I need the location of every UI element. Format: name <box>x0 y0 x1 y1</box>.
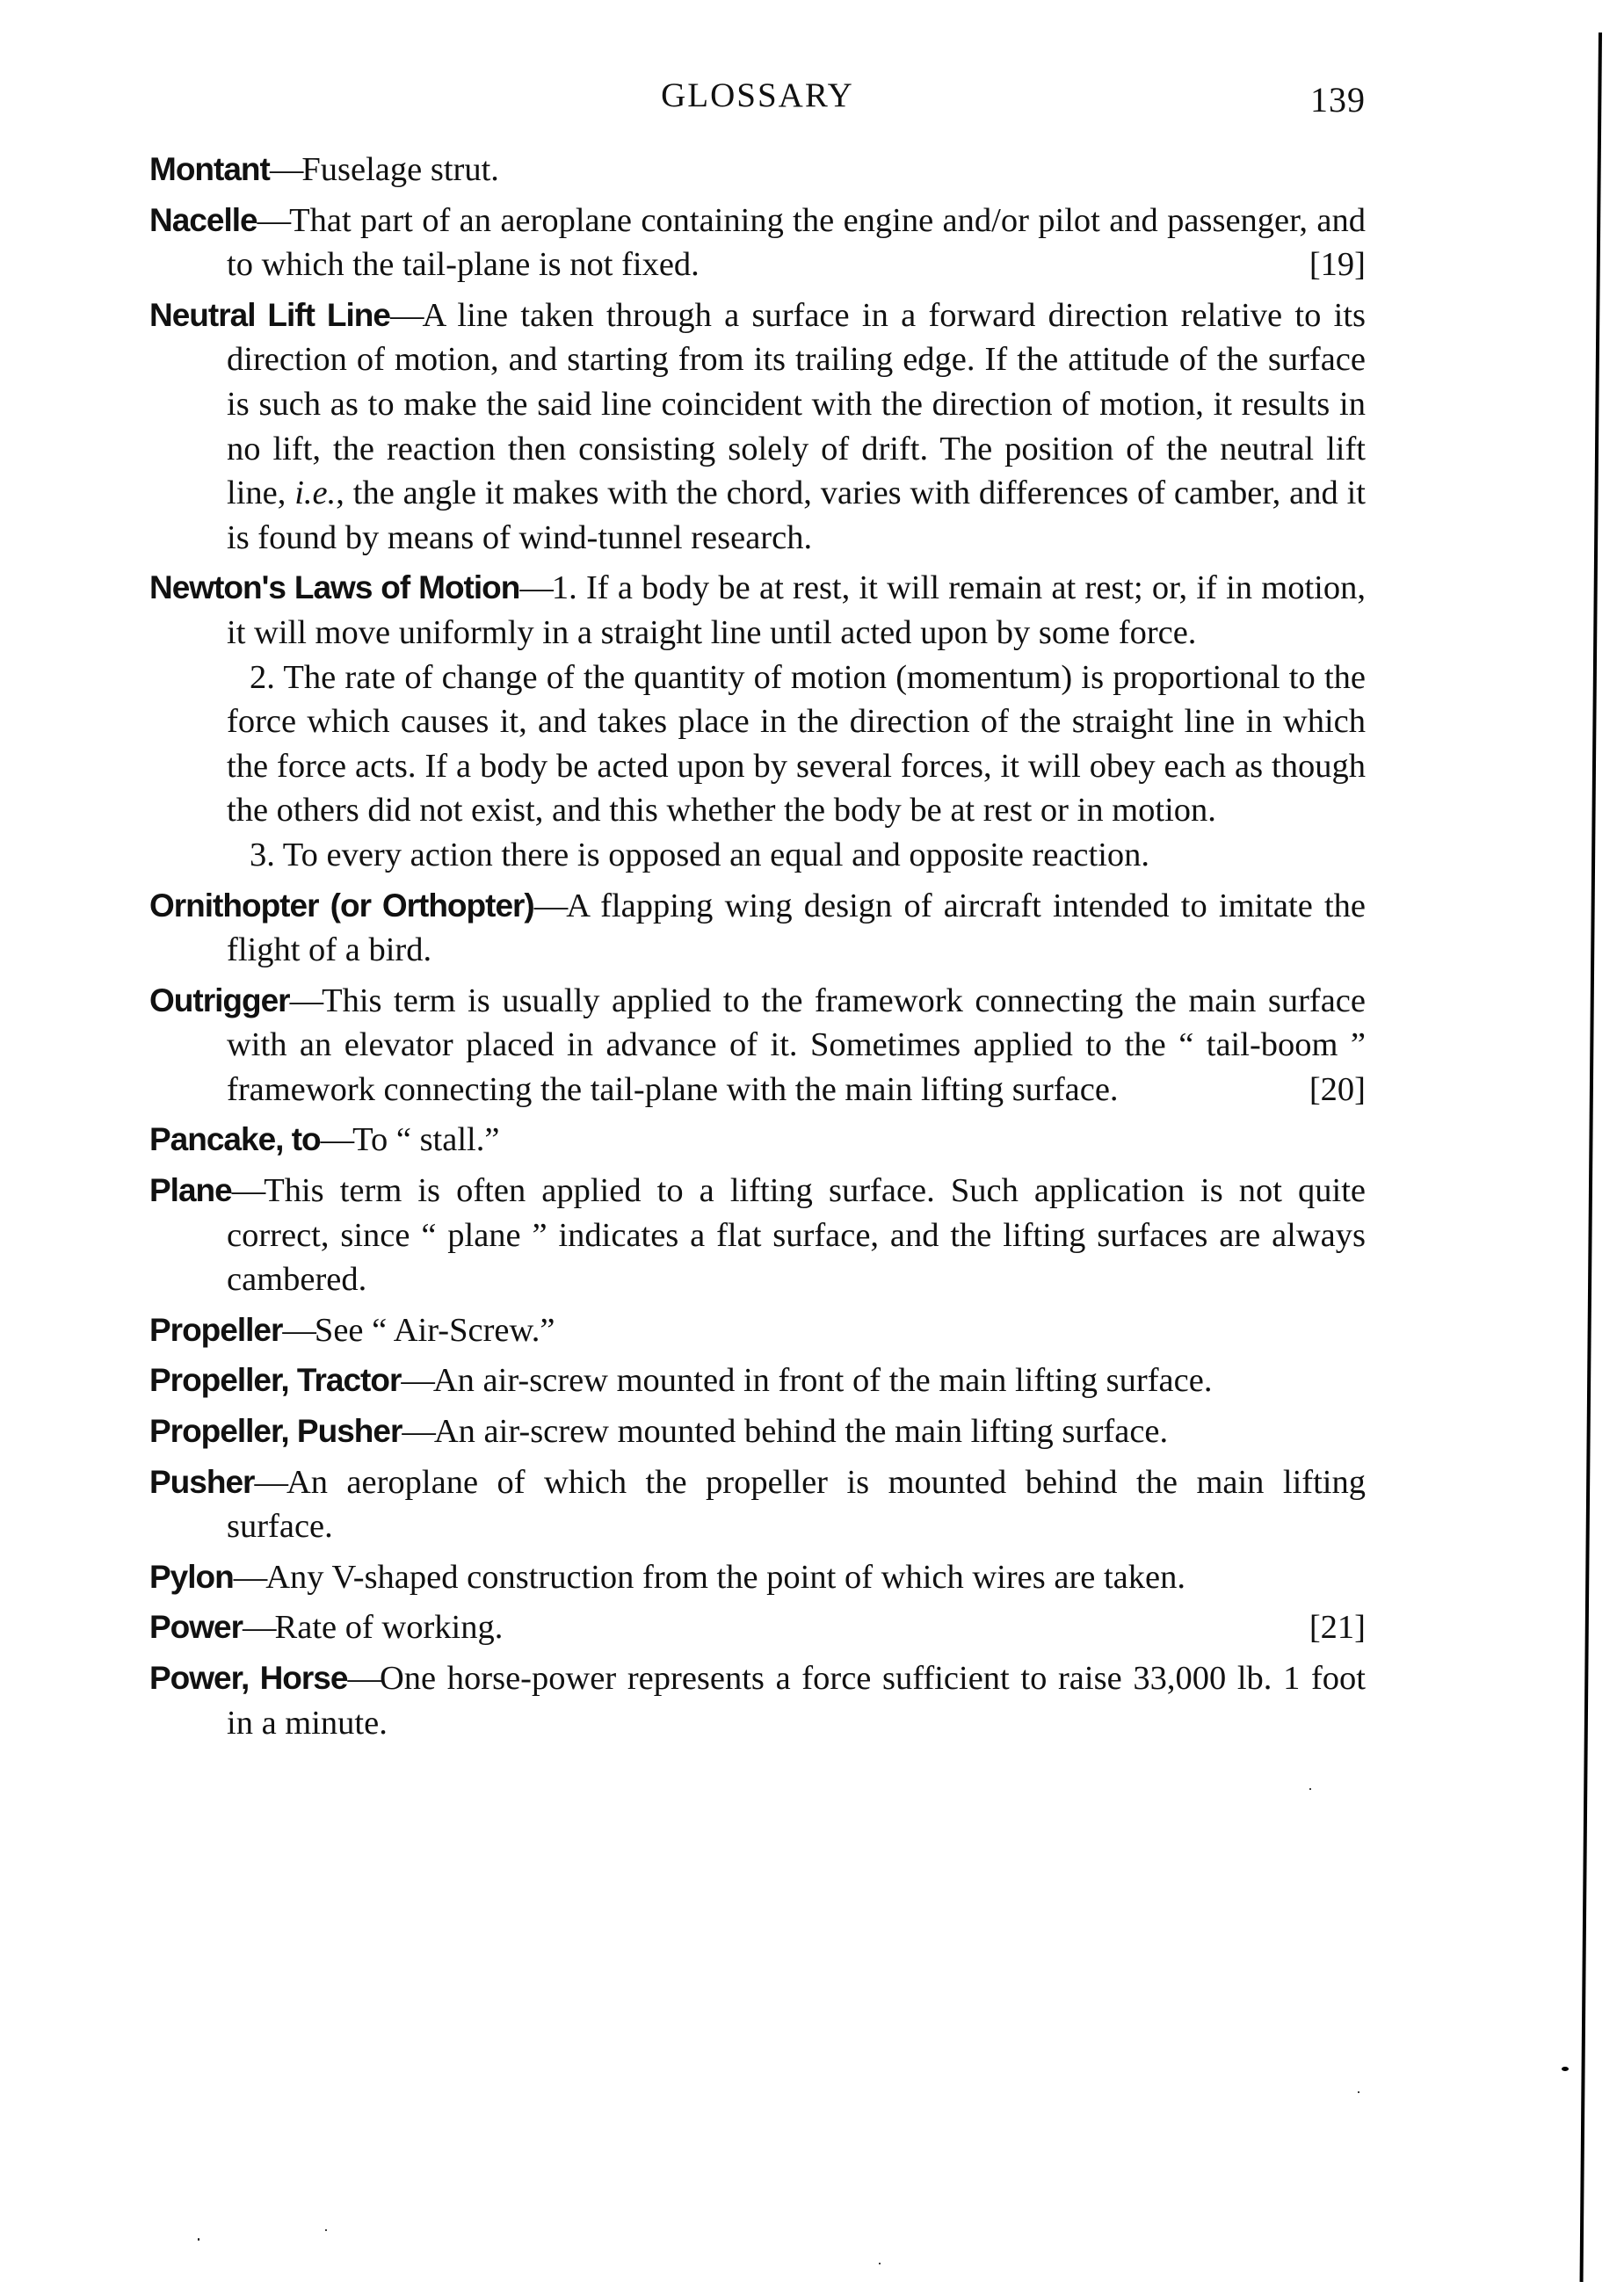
glossary-entry-nacelle <box>149 199 1366 287</box>
glossary-term: Neutral Lift Line <box>149 296 390 333</box>
glossary-definition-cont: , the angle it makes with the chord, varies with differences of camber, and it is found by means of wind-tunnel research. <box>227 475 1367 556</box>
glossary-term: Propeller, Pusher <box>149 1413 402 1450</box>
glossary-term: Pancake, to <box>149 1121 321 1158</box>
glossary-term-alias: (or Orthopter) <box>330 887 534 924</box>
newton-subsequent-laws <box>149 656 1366 878</box>
glossary-definition: A flapping wing design of aircraft intended to imitate the flight of a bird. <box>227 887 1366 969</box>
scan-speck <box>1309 1788 1311 1790</box>
newton-law-1 <box>149 566 1366 655</box>
glossary-term: Propeller, Tractor <box>149 1362 402 1399</box>
glossary-term: Propeller <box>149 1311 283 1348</box>
em-dash: — <box>389 296 423 334</box>
em-dash: — <box>269 151 302 188</box>
em-dash: — <box>402 1413 434 1451</box>
scan-speck <box>1562 2067 1569 2071</box>
scan-speck <box>198 2238 199 2241</box>
glossary-list <box>149 148 1366 1751</box>
em-dash: — <box>257 201 290 239</box>
glossary-definition: That part of an aeroplane containing the engine and/or pilot and passenger, and to which the tail-plane is not fixed. <box>227 201 1366 284</box>
glossary-term: Power, Horse <box>149 1660 348 1696</box>
figure-reference: [21] <box>1309 1609 1366 1647</box>
glossary-entry-outrigger <box>149 979 1366 1112</box>
em-dash: — <box>289 982 323 1019</box>
glossary-entry-propeller <box>149 1308 1366 1353</box>
glossary-entry-newtons-laws <box>149 566 1366 877</box>
page-edge-rule <box>1580 33 1602 2282</box>
glossary-definition: An air-screw mounted in front of the main lifting surface. <box>432 1362 1213 1400</box>
glossary-term: Nacelle <box>149 201 257 238</box>
em-dash: — <box>233 1558 266 1596</box>
glossary-entry-montant <box>149 148 1366 192</box>
em-dash: — <box>320 1121 353 1159</box>
glossary-definition: See “ Air-Screw.” <box>314 1311 555 1349</box>
glossary-definition: This term is usually applied to the framework connecting the main surface with an elevator placed in advance of it. Sometimes applied to the “ tail-boom ” framework connecting the tail-plane with the main lifting surface. <box>227 982 1366 1108</box>
running-head <box>149 76 1366 128</box>
glossary-entry-ornithopter <box>149 884 1366 973</box>
glossary-term: Pusher <box>149 1463 255 1500</box>
glossary-definition: A line taken through a surface in a forward direction relative to its direction of motion, and starting from its trailing edge. If the attitude of the surface is such as to make the said line coincident with the direction of motion, it results in no lift, the reaction then consisting solely of drift. The position of the neutral lift line, <box>227 296 1367 512</box>
em-dash: — <box>519 569 552 607</box>
scan-speck <box>879 2263 881 2264</box>
glossary-definition: An air-screw mounted behind the main lifting surface. <box>433 1413 1169 1451</box>
glossary-entry-power-horse <box>149 1656 1366 1745</box>
glossary-entry-pylon <box>149 1555 1366 1600</box>
glossary-term: Montant <box>149 151 270 187</box>
glossary-entry-pusher <box>149 1460 1366 1549</box>
glossary-definition: An aeroplane of which the propeller is mounted behind the main lifting surface. <box>227 1463 1366 1546</box>
glossary-term: Ornithopter <box>149 887 319 924</box>
em-dash: — <box>231 1172 265 1210</box>
em-dash: — <box>533 887 567 924</box>
scan-speck <box>325 2229 327 2231</box>
running-title: GLOSSARY <box>661 76 854 114</box>
glossary-term: Outrigger <box>149 982 290 1018</box>
glossary-entry-propeller-tractor <box>149 1358 1366 1403</box>
glossary-term: Newton's Laws of Motion <box>149 569 520 606</box>
newton-law-3: 3. To every action there is opposed an equal and opposite reaction. <box>250 836 1150 873</box>
em-dash: — <box>282 1311 315 1349</box>
glossary-term: Pylon <box>149 1558 234 1595</box>
glossary-definition: One horse-power represents a force sufficient to raise 33,000 lb. 1 foot in a minute. <box>227 1660 1366 1742</box>
glossary-term: Power <box>149 1609 243 1646</box>
figure-reference: [19] <box>1309 246 1366 284</box>
glossary-entry-pancake <box>149 1118 1366 1163</box>
glossary-definition: Rate of working. <box>274 1609 504 1647</box>
newton-law-2: 2. The rate of change of the quantity of motion (momentum) is proportional to the force which causes it, and takes place in the direction of the straight line in which the force acts. If a body be acted upon by several forces, it will obey each as though the others did not exist, and this whether the body be at rest or in motion. <box>227 658 1366 829</box>
glossary-entry-power <box>149 1605 1366 1650</box>
italic-abbreviation: i.e. <box>294 475 337 512</box>
em-dash: — <box>254 1463 286 1501</box>
law-text: 1. If a body be at rest, it will remain at rest; or, if in motion, it will move uniformly in a straight line until acted upon by some force. <box>227 569 1366 651</box>
glossary-definition: To “ stall.” <box>352 1121 500 1159</box>
em-dash: — <box>243 1609 275 1647</box>
glossary-definition: Any V-shaped construction from the point of which wires are taken. <box>265 1558 1185 1596</box>
em-dash: — <box>347 1660 380 1697</box>
figure-reference: [20] <box>1309 1070 1366 1108</box>
glossary-entry-neutral-lift-line <box>149 293 1366 561</box>
glossary-definition: This term is often applied to a lifting surface. Such application is not quite correct, since “ plane ” indicates a flat surface, and the lifting surfaces are always cambered. <box>227 1172 1366 1299</box>
glossary-definition: Fuselage strut. <box>301 151 499 188</box>
glossary-entry-propeller-pusher <box>149 1409 1366 1454</box>
em-dash: — <box>401 1362 433 1400</box>
scan-speck <box>1358 2091 1359 2093</box>
glossary-entry-plane <box>149 1169 1366 1302</box>
glossary-term: Plane <box>149 1172 232 1209</box>
page-number: 139 <box>1310 80 1366 120</box>
